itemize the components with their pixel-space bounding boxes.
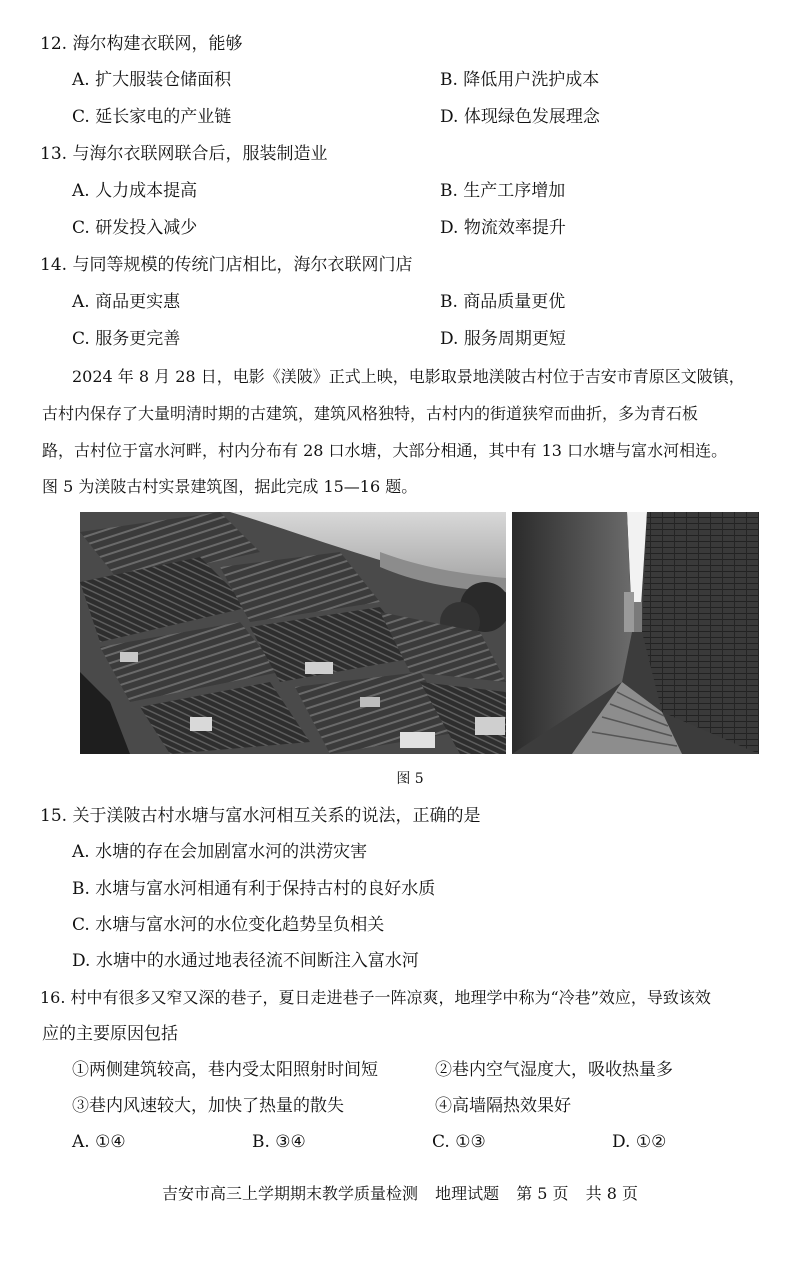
- question-14-option-b: B. 商品质量更优: [440, 292, 566, 312]
- question-13-option-d: D. 物流效率提升: [440, 218, 566, 238]
- question-13-option-b: B. 生产工序增加: [440, 181, 566, 201]
- question-12-option-c: C. 延长家电的产业链: [72, 107, 232, 127]
- question-16-statement-3: ③巷内风速较大，加快了热量的散失: [72, 1096, 344, 1116]
- question-16-statement-4: ④高墙隔热效果好: [435, 1096, 571, 1116]
- passage-line-2: 古村内保存了大量明清时期的古建筑，建筑风格独特，古村内的街道狭窄而曲折，多为青石板: [42, 404, 699, 423]
- question-13-stem: 13. 与海尔衣联网联合后，服装制造业: [40, 144, 328, 164]
- question-14-option-a: A. 商品更实惠: [72, 292, 181, 312]
- question-12-option-a: A. 扩大服装仓储面积: [72, 70, 232, 90]
- question-14-stem: 14. 与同等规模的传统门店相比，海尔衣联网门店: [40, 255, 413, 275]
- question-15-option-b: B. 水塘与富水河相通有利于保持古村的良好水质: [72, 879, 436, 899]
- footer-subject: 地理试题: [435, 1184, 500, 1203]
- question-12-option-b: B. 降低用户洗护成本: [440, 70, 600, 90]
- question-16-option-d: D. ①②: [612, 1132, 667, 1152]
- question-16-statement-1: ①两侧建筑较高，巷内受太阳照射时间短: [72, 1060, 378, 1080]
- question-12-stem: 12. 海尔构建衣联网，能够: [40, 34, 243, 54]
- narrow-alley-photo: [512, 512, 759, 754]
- question-16-option-b: B. ③④: [252, 1132, 306, 1152]
- page-footer: [0, 1184, 800, 1204]
- passage-line-3: 路，古村位于富水河畔，村内分布有 28 口水塘，大部分相通，其中有 13 口水塘与富水河相连。: [42, 441, 728, 460]
- question-15-stem: 15. 关于渼陂古村水塘与富水河相互关系的说法，正确的是: [40, 806, 481, 826]
- question-12-option-d: D. 体现绿色发展理念: [440, 107, 600, 127]
- question-14-option-d: D. 服务周期更短: [440, 329, 566, 349]
- question-16-statement-2: ②巷内空气湿度大，吸收热量多: [435, 1060, 673, 1080]
- figure-5-caption: 图 5: [396, 771, 424, 787]
- footer-page-number: 第 5 页: [516, 1184, 569, 1203]
- question-16-stem-line-1: 16. 村中有很多又窄又深的巷子，夏日走进巷子一阵凉爽，地理学中称为“冷巷”效应，导致该效: [40, 988, 711, 1007]
- question-16-stem-line-2: 应的主要原因包括: [42, 1024, 178, 1044]
- question-13-option-a: A. 人力成本提高: [72, 181, 198, 201]
- question-16-option-c: C. ①③: [432, 1132, 486, 1152]
- footer-total-pages: 共 8 页: [585, 1184, 639, 1203]
- passage-line-1: 2024 年 8 月 28 日，电影《渼陂》正式上映，电影取景地渼陂古村位于吉安市青原区文陂镇，: [72, 367, 745, 386]
- village-rooftops-photo: [80, 512, 506, 754]
- footer-exam-name: 吉安市高三上学期期末教学质量检测: [161, 1184, 418, 1203]
- question-15-option-d: D. 水塘中的水通过地表径流不间断注入富水河: [72, 951, 419, 971]
- question-13-option-c: C. 研发投入减少: [72, 218, 198, 238]
- question-16-option-a: A. ①④: [72, 1132, 126, 1152]
- passage-line-4: 图 5 为渼陂古村实景建筑图，据此完成 15—16 题。: [42, 477, 418, 496]
- question-14-option-c: C. 服务更完善: [72, 329, 181, 349]
- question-15-option-c: C. 水塘与富水河的水位变化趋势呈负相关: [72, 915, 385, 935]
- question-15-option-a: A. 水塘的存在会加剧富水河的洪涝灾害: [72, 842, 368, 862]
